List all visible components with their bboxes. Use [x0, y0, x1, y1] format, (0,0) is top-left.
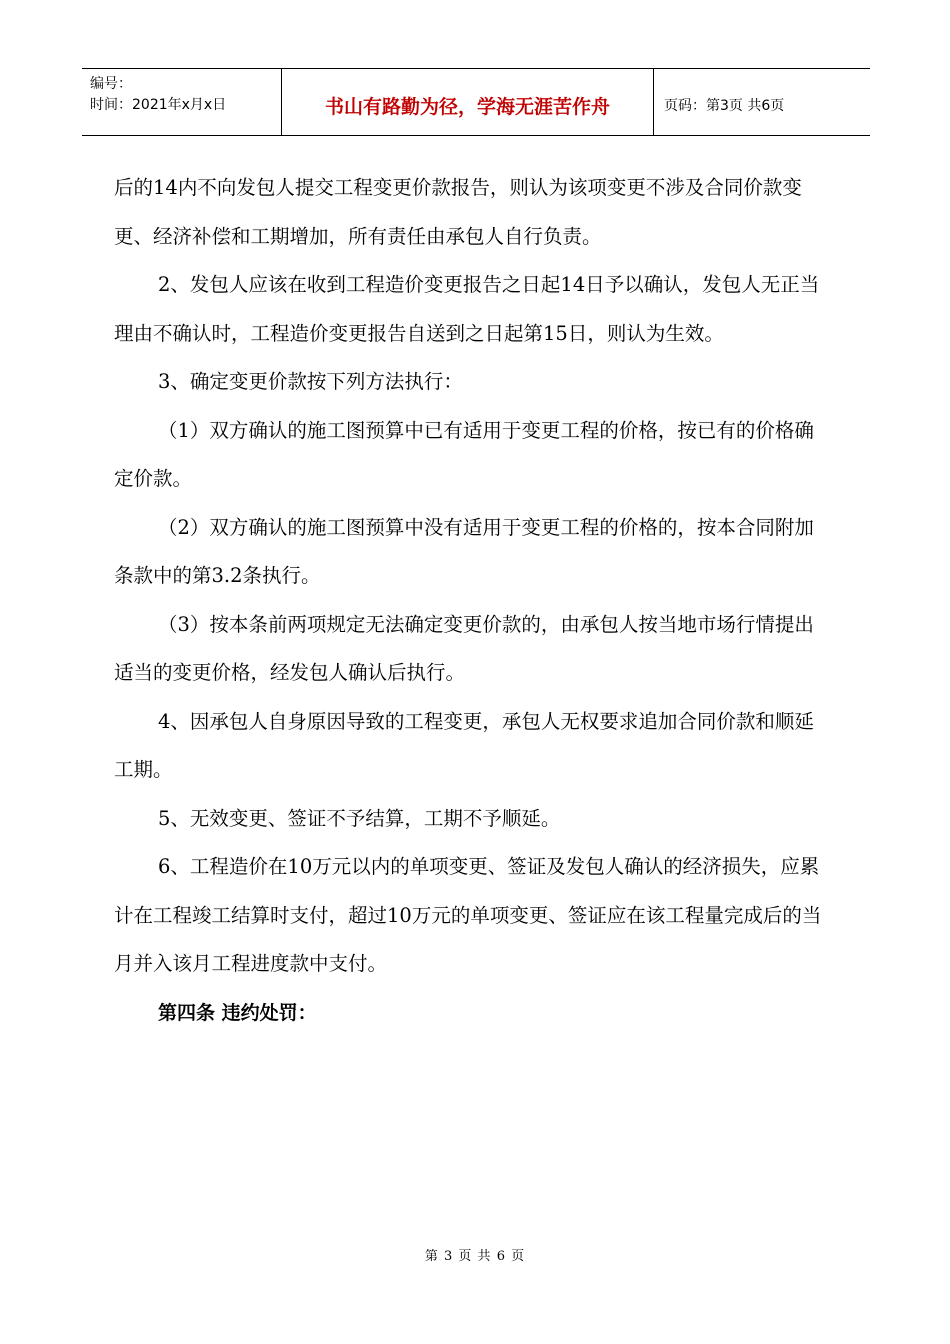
document-date: 时间：2021年x月x日	[90, 97, 227, 113]
header-page-info: 页码：第3页 共6页	[664, 98, 785, 114]
paragraph: 后的14内不向发包人提交工程变更价款报告，则认为该项变更不涉及合同价款变更、经济补偿和工期增加，所有责任由承包人自行负责。	[114, 176, 802, 248]
paragraph: 5、无效变更、签证不予结算，工期不予顺延。	[158, 806, 561, 830]
paragraph: （3）按本条前两项规定无法确定变更价款的，由承包人按当地市场行情提出适当的变更价格，经发包人确认后执行。	[114, 612, 814, 684]
header-meta-cell	[82, 69, 282, 135]
paragraph: 6、工程造价在10万元以内的单项变更、签证及发包人确认的经济损失，应累计在工程竣工结算时支付，超过10万元的单项变更、签证应在该工程量完成后的当月并入该月工程进度款中支付。	[114, 855, 822, 975]
paragraph: （1）双方确认的施工图预算中已有适用于变更工程的价格，按已有的价格确定价款。	[114, 418, 814, 490]
header-motto: 书山有路勤为径，学海无涯苦作舟	[282, 69, 654, 135]
document-header	[82, 68, 870, 136]
paragraph: 4、因承包人自身原因导致的工程变更，承包人无权要求追加合同价款和顺延工期。	[114, 709, 814, 781]
section-heading: 第四条 违约处罚：	[158, 1001, 317, 1024]
document-body	[114, 164, 826, 1037]
paragraph: 3、确定变更价款按下列方法执行：	[158, 370, 463, 393]
page-footer: 第 3 页 共 6 页	[424, 1249, 526, 1264]
document-code-label: 编号：	[90, 76, 132, 92]
paragraph: 2、发包人应该在收到工程造价变更报告之日起14日予以确认，发包人无正当理由不确认时，工程造价变更报告自送到之日起第15日，则认为生效。	[114, 273, 820, 345]
paragraph: （2）双方确认的施工图预算中没有适用于变更工程的价格的，按本合同附加条款中的第3.2条执行。	[114, 515, 814, 587]
